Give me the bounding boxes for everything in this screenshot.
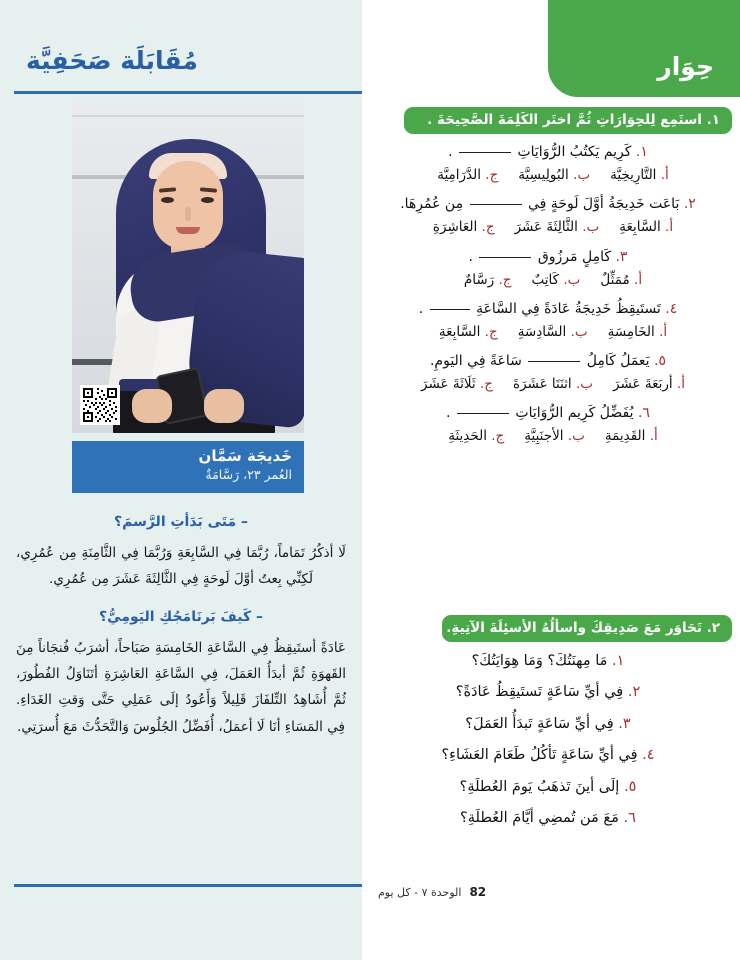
option-a[interactable] [613,374,685,394]
person-details: العُمر ٢٣، رَسَّامَةٌ [205,467,292,483]
question-row [374,351,732,372]
question-number: ٣. [618,715,631,732]
option-b[interactable] [518,165,590,185]
option-row [374,165,732,185]
option-c[interactable] [448,426,504,446]
person-figure [72,103,304,433]
question-row [374,299,732,320]
exercises-column [362,0,740,960]
question-row [374,807,732,829]
option-letter: ج. [484,323,498,340]
option-letter: أ. [649,428,658,445]
page-footer [378,885,486,899]
option-letter: أ. [659,323,668,340]
chapter-title: حِوَار [657,52,714,81]
answer-blank[interactable] [457,412,509,414]
page-number: 82 [469,885,487,899]
dialogue-answer: عَادَةً أستَيقِظُ فِي السَّاعَةِ الخَامِسَةِ صَبَاحاً، أشرَبُ فُنجَاناً مِنَ القَهوَةِ ثُمَّ أبدَأُ العَمَلَ، فِي السَّاعَةِ العَاشِرَةِ أتَنَاوَلُ الفُطُورَ، ثُمَّ أُشَاهِدُ التِّلفَازَ قَلِيلاً وَأَعُودُ إلَى عَمَلِي حَتَّى وَقتِ الغَدَاءِ. فِي المَسَاءِ أنَا لَا أعمَلُ، أُفَضِّلُ الجُلُوسَ وَالتَّحَدُّثَ مَعَ أُسرَتِي. [16,639,346,735]
option-text: ثَلَاثَةَ عَشَرَ [421,376,476,392]
option-row [374,270,732,290]
question-row [374,681,732,703]
question-text: مَعَ مَن تُمضِي أيَّامَ العُطلَةِ؟ [460,810,619,827]
question-row [374,142,732,163]
option-text: الخَامِسَةِ [607,323,655,340]
question-row [374,194,732,215]
chapter-header-banner [548,0,740,97]
option-letter: ب. [582,219,600,236]
nose [185,207,191,221]
question-number: ٦. [623,810,636,827]
question-text: فِي أيِّ سَاعَةٍ تَبدَأُ العَمَلَ؟ [465,715,614,732]
unit-label: الوحدة ٧ - كل يوم [378,886,462,899]
option-text: الدَّرَامِيَّة [437,167,481,183]
question-suffix: . [448,144,453,160]
option-letter: ج. [481,219,495,236]
question-suffix: مِن عُمُرِهَا. [400,196,464,213]
question-number: ٦. [637,405,650,422]
eye-right [201,197,214,203]
option-text: السَّابِعَةِ [619,219,661,236]
option-row [374,426,732,446]
option-row [374,374,732,394]
question-text: يَعمَلُ كَامِلُ [586,353,650,369]
bottom-divider-rule [14,884,362,887]
question-number: ٤. [665,300,678,317]
option-letter: ج. [498,271,512,288]
person-name: خَديجَة سَمَّان [198,447,292,465]
option-letter: أ. [634,271,643,288]
interview-title: مُقَابَلَة صَحَفِيَّة [26,46,198,75]
interview-panel [0,0,362,960]
option-c[interactable] [437,165,498,185]
question-row [374,247,732,268]
option-a[interactable] [619,217,673,237]
question-text: كَامِلٍ مَرزُوق [537,248,611,265]
question-suffix: . [418,300,424,317]
option-b[interactable] [515,217,600,237]
question-number: ٥. [623,778,637,795]
option-letter: أ. [676,376,685,392]
dialogue-answer: لَا أذكُرُ تَمَاماً، رُبَّمَا فِي السَّابِعَةِ وَرُبَّمَا فِي الثَّامِنَةِ مِن عُمُرِي، لَكِنِّي بِعتُ أوَّلَ لَوحَةٍ فِي الثَّالِثَةَ عَشَرَ مِن عُمُرِي. [16,545,346,588]
question-number: ٥. [654,353,667,369]
question-text: تَستَيقِظُ خَدِيجَةُ عَادَةً فِي السَّاعَةِ [476,300,661,317]
option-text: كَاتِبٌ [531,271,560,288]
option-c[interactable] [421,374,493,394]
question-suffix: سَاعَةً فِي اليَومِ. [429,353,522,369]
question-suffix: . [446,405,451,422]
qr-code-icon [80,385,120,425]
face [153,161,223,249]
option-c[interactable] [464,270,512,290]
option-a[interactable] [605,426,658,446]
dialogue-question: – مَتَى بَدَأتِ الرَّسمَ؟ [113,514,248,530]
answer-blank[interactable] [479,256,531,258]
exercise-1-questions [374,142,732,456]
option-text: العَاشِرَةِ [432,219,478,236]
question-row [374,650,732,672]
question-row [374,403,732,424]
exercise-2-questions [374,650,732,839]
option-text: التَّارِيخِيَّة [610,167,657,183]
option-b[interactable] [524,426,585,446]
question-number: ٣. [615,248,628,265]
exercise-2-instruction: ٢. تَحَاوَر مَعَ صَدِيقِكَ واسألُهُ الأسئِلَةَ الآتِيةِ. [442,615,732,642]
question-row [374,744,732,766]
interview-photo [72,103,304,433]
photo-background [72,103,304,433]
hand-left [132,389,172,423]
question-text: إلَى أينَ تَذهَبُ يَومَ العُطلَةِ؟ [459,778,620,795]
option-letter: أ. [660,167,669,183]
question-text: فِي أيِّ سَاعَةٍ تَستَيقِظُ عَادَةً؟ [455,684,624,701]
option-b[interactable] [532,270,581,290]
question-number: ١. [612,653,625,669]
option-text: اثنَتَا عَشَرَةَ [513,376,572,392]
hand-right [204,389,244,423]
option-c[interactable] [433,217,495,237]
answer-blank[interactable] [459,151,511,153]
exercise-1-instruction: ١. استَمِع لِلحِوَارَاتِ ثُمَّ اختَر الكَلِمَةَ الصَّحِيحَةَ . [404,107,732,134]
question-text: بَاعَت خَدِيجَةُ أوَّلَ لَوحَةٍ فِي [528,196,680,213]
question-number: ٢. [683,196,696,213]
option-row [374,322,732,342]
option-letter: أ. [665,219,674,236]
option-text: السَّابِعَةِ [438,323,481,340]
option-letter: ج. [491,428,505,445]
person-name-card [72,441,304,493]
option-text: أربَعَةَ عَشَرَ [613,376,673,392]
top-divider-rule [14,91,362,94]
question-row [374,776,732,798]
option-a[interactable] [600,270,642,290]
option-b[interactable] [513,374,593,394]
mouth [176,227,200,234]
option-text: الأجنَبِيَّةِ [524,428,564,445]
option-text: الثَّالِثَةَ عَشَرَ [514,219,578,236]
question-text: كَرِيم يَكتُبُ الرُّوَايَاتِ [517,144,632,160]
question-number: ١. [635,144,648,160]
option-text: الحَدِيثَةِ [448,428,487,445]
answer-blank[interactable] [430,308,470,310]
option-letter: ب. [570,323,588,340]
option-letter: ب. [563,271,581,288]
option-text: رَسَّامٌ [463,271,495,288]
question-number: ٢. [627,684,641,701]
option-a[interactable] [610,165,669,185]
answer-blank[interactable] [528,360,580,362]
option-text: البُولِيسِيَّة [518,167,569,183]
interview-dialogue [16,512,346,754]
option-text: السَّادِسَةِ [517,323,567,340]
option-letter: ب. [573,167,591,183]
question-number: ٤. [642,747,655,764]
option-c[interactable] [439,322,498,342]
question-row [374,713,732,735]
question-text: مَا مِهنَتُكَ؟ وَمَا هِوَايَتُكَ؟ [471,653,608,669]
answer-blank[interactable] [470,203,522,205]
option-letter: ج. [485,167,499,183]
option-letter: ج. [479,376,493,392]
option-text: القَدِيمَةِ [604,428,646,445]
option-text: مُمَثِّلٌ [600,271,630,288]
question-text: فِي أيِّ سَاعَةٍ تَأكُلُ طَعَامَ العَشَاءِ؟ [441,747,638,764]
option-letter: ب. [575,376,593,392]
option-letter: ب. [567,428,585,445]
question-suffix: . [468,248,473,265]
question-text: يُفَضِّلُ كَرِيم الرُّوَايَاتِ [515,405,634,422]
eye-left [161,197,174,203]
option-b[interactable] [518,322,588,342]
option-row [374,217,732,237]
option-a[interactable] [608,322,668,342]
dialogue-question: – كَيفَ بَرنَامَجُكِ اليَومِيُّ؟ [99,608,263,625]
